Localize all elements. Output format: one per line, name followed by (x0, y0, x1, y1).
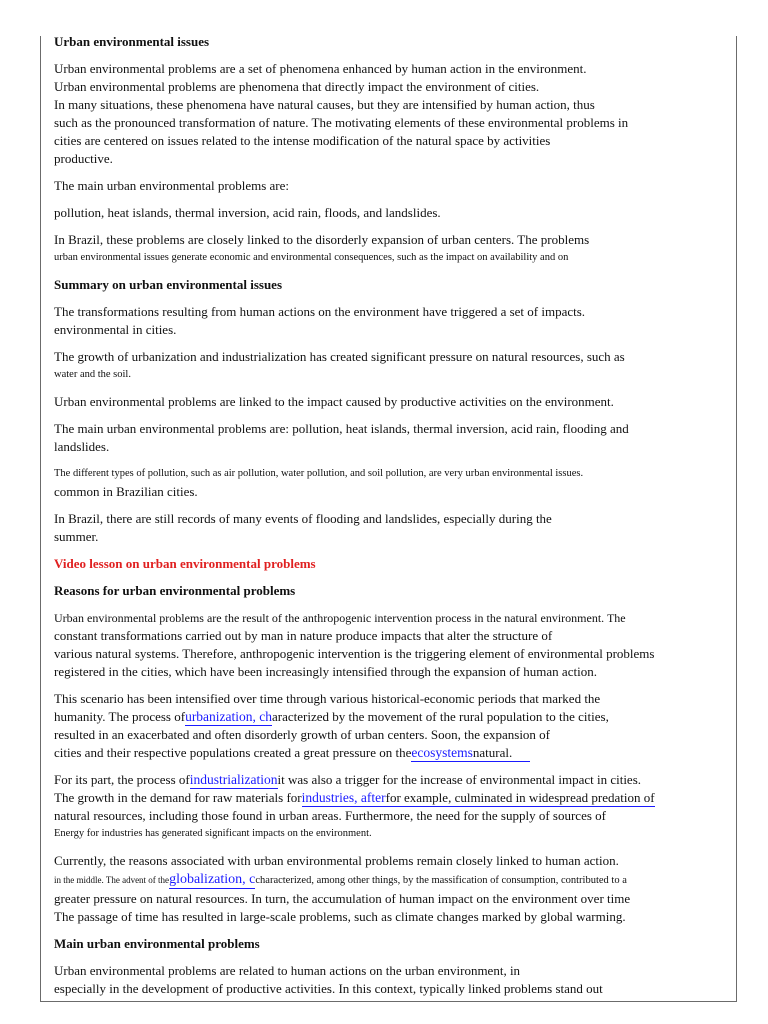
text-line: The main urban environmental problems are: pollution, heat islands, thermal inversion, acid rain, flooding and (54, 421, 629, 436)
paragraph-reasons-2 (54, 690, 722, 762)
heading-video-lesson-link[interactable]: Video lesson on urban environmental problems (54, 556, 316, 571)
text-span: cities and their respective populations created a great pressure on the (54, 745, 412, 760)
text-line: The transformations resulting from human actions on the environment have triggered a set of impacts. (54, 304, 586, 319)
text-line: various natural systems. Therefore, anthropogenic intervention is the triggering element of environmental problems (54, 646, 655, 661)
text-line: In Brazil, these problems are closely linked to the disorderly expansion of urban centers. The problems (54, 232, 590, 247)
text-line: Urban environmental problems are phenomena that directly impact the environment of cities. (54, 79, 540, 94)
document-body (54, 33, 722, 998)
text-line: Urban environmental problems are a set of phenomena enhanced by human action in the environment. (54, 61, 587, 76)
text-line (54, 771, 722, 789)
summary-item (54, 510, 722, 546)
text-line: The different types of pollution, such as air pollution, water pollution, and soil pollution, are very urban environmental issues. (54, 468, 584, 479)
text-line: The passage of time has resulted in large-scale problems, such as climate changes marked by global warming. (54, 909, 626, 924)
text-span: for example, culminated in widespread predation of (385, 790, 655, 805)
paragraph-reasons-4 (54, 852, 722, 926)
paragraph-brazil (54, 231, 722, 267)
text-line: cities are centered on issues related to the intense modification of the natural space by activities (54, 133, 551, 148)
link-urbanization[interactable]: urbanization, ch (185, 709, 273, 724)
paragraph-main-problems (54, 962, 722, 998)
text-line: In many situations, these phenomena have natural causes, but they are intensified by human action, thus (54, 97, 595, 112)
text-span: characterized, among other things, by the massification of consumption, contributed to a (255, 875, 627, 886)
text-line: Energy for industries has generated significant impacts on the environment. (54, 828, 372, 839)
text-span: For its part, the process of (54, 772, 190, 787)
heading-urban-environmental-issues: Urban environmental issues (54, 34, 210, 49)
text-line: water and the soil. (54, 369, 131, 380)
text-span: aracterized by the movement of the rural population to the cities, (272, 709, 609, 724)
text-span: The growth in the demand for raw materials for (54, 790, 302, 805)
text-line: registered in the cities, which have been increasingly intensified through the expansion of human action. (54, 664, 597, 679)
summary-item (54, 348, 722, 384)
text-span: humanity. The process of (54, 709, 186, 724)
summary-item: Urban environmental problems are linked to the impact caused by productive activities on the environment. (54, 394, 614, 409)
text-line: urban environmental issues generate economic and environmental consequences, such as the impact on availability and on (54, 252, 569, 263)
text-line (54, 789, 722, 807)
link-globalization[interactable]: globalization, c (169, 872, 256, 887)
text-line: especially in the development of productive activities. In this context, typically linked problems stand out (54, 981, 603, 996)
summary-item (54, 465, 722, 501)
text-line: Currently, the reasons associated with urban environmental problems remain closely linked to human action. (54, 853, 619, 868)
paragraph-reasons-1 (54, 609, 722, 681)
text-line: productive. (54, 151, 113, 166)
heading-reasons: Reasons for urban environmental problems (54, 583, 296, 598)
text-line: constant transformations carried out by man in nature produce impacts that alter the structure of (54, 628, 553, 643)
heading-main-problems: Main urban environmental problems (54, 936, 260, 951)
text-line: resulted in an exacerbated and often disorderly growth of urban centers. Soon, the expansion of (54, 727, 551, 742)
paragraph-reasons-3 (54, 771, 722, 843)
text-line: summer. (54, 529, 99, 544)
link-ecosystems[interactable]: ecosystems (411, 745, 473, 760)
text-line: such as the pronounced transformation of nature. The motivating elements of these environmental problems in (54, 115, 629, 130)
text-line: Urban environmental problems are the result of the anthropogenic intervention process in the natural environment. The (54, 611, 626, 625)
text-line: greater pressure on natural resources. In turn, the accumulation of human impact on the environment over time (54, 891, 631, 906)
text-line (54, 744, 722, 762)
text-line: The growth of urbanization and industrialization has created significant pressure on natural resources, such as (54, 349, 625, 364)
text-line (54, 708, 722, 726)
text-line: In Brazil, there are still records of many events of flooding and landslides, especially during the (54, 511, 552, 526)
text-line: This scenario has been intensified over time through various historical-economic periods that marked the (54, 691, 601, 706)
summary-item (54, 303, 722, 339)
text-span: natural. (473, 745, 530, 762)
link-industrialization[interactable]: industrialization (189, 772, 278, 787)
paragraph-main-problems-label: The main urban environmental problems are: (54, 178, 290, 193)
text-line: natural resources, including those found in urban areas. Furthermore, the need for the supply of sources of (54, 808, 606, 823)
text-span: in the middle. The advent of the (54, 875, 170, 885)
summary-item (54, 420, 722, 456)
text-line: Urban environmental problems are related to human actions on the urban environment, in (54, 963, 521, 978)
link-industries[interactable]: industries, after (301, 790, 386, 805)
text-line: common in Brazilian cities. (54, 484, 198, 499)
paragraph-problems-list: pollution, heat islands, thermal inversion, acid rain, floods, and landslides. (54, 205, 441, 220)
text-line (54, 870, 722, 890)
paragraph-intro (54, 60, 722, 168)
heading-summary: Summary on urban environmental issues (54, 277, 283, 292)
text-line: environmental in cities. (54, 322, 177, 337)
text-line: landslides. (54, 439, 110, 454)
text-span: it was also a trigger for the increase of environmental impact in cities. (277, 772, 642, 787)
